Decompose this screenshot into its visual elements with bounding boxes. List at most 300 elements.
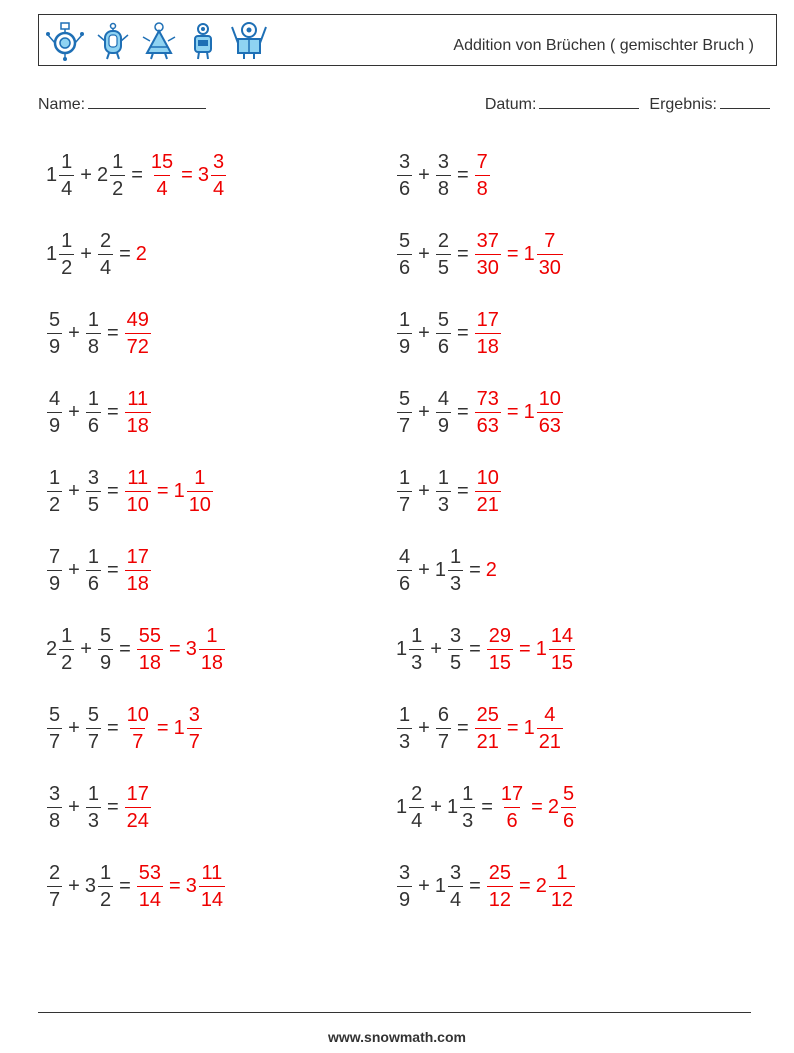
numerator: 1	[87, 782, 99, 805]
plus-sign: +	[68, 716, 80, 739]
denominator: 7	[86, 728, 101, 752]
answer	[136, 243, 148, 266]
plus-sign: +	[418, 558, 430, 581]
equals-sign: =	[456, 716, 469, 739]
denominator: 8	[475, 175, 490, 199]
numerator: 7	[476, 150, 488, 173]
numerator: 1	[61, 624, 73, 647]
fraction	[436, 389, 451, 436]
fraction	[86, 547, 101, 594]
fraction	[409, 784, 424, 831]
denominator: 18	[199, 649, 225, 673]
denominator: 6	[86, 570, 101, 594]
fraction	[549, 863, 575, 910]
numerator: 3	[449, 861, 462, 884]
numerator: 4	[437, 387, 449, 410]
denominator: 9	[47, 333, 62, 357]
numerator: 1	[87, 387, 99, 410]
fraction	[137, 626, 163, 673]
denominator: 7	[397, 491, 412, 515]
denominator: 4	[211, 175, 226, 199]
plus-sign: +	[80, 242, 92, 265]
plus-sign: +	[68, 479, 80, 502]
whole-number: 1	[396, 795, 408, 818]
problem-item	[396, 856, 576, 916]
whole-number: 1	[523, 242, 535, 265]
fraction	[47, 310, 62, 357]
fraction	[436, 705, 451, 752]
numerator: 4	[544, 703, 556, 726]
answer	[124, 705, 203, 752]
plus-sign: +	[68, 874, 80, 897]
denominator: 18	[125, 570, 151, 594]
numerator: 17	[126, 545, 149, 568]
numerator: 1	[99, 861, 112, 884]
fraction	[475, 705, 501, 752]
denominator: 7	[47, 886, 62, 910]
equals-sign: =	[506, 400, 519, 423]
whole-number: 1	[523, 716, 535, 739]
problem-item	[396, 224, 564, 284]
numerator: 11	[127, 387, 149, 410]
equals-sign: =	[469, 874, 481, 897]
fraction	[475, 310, 501, 357]
numerator: 2	[437, 229, 449, 252]
problem-item	[46, 856, 226, 916]
denominator: 9	[47, 412, 62, 436]
denominator: 6	[397, 570, 412, 594]
plus-sign: +	[418, 874, 430, 897]
numerator: 4	[399, 545, 411, 568]
numerator: 10	[476, 466, 499, 489]
fraction	[397, 389, 412, 436]
numerator: 73	[476, 387, 499, 410]
fraction	[475, 152, 490, 199]
problem-item	[46, 777, 152, 837]
numerator: 53	[138, 861, 161, 884]
fraction	[98, 231, 113, 278]
denominator: 6	[504, 807, 519, 831]
equals-sign: =	[506, 716, 519, 739]
denominator: 4	[59, 175, 74, 199]
numerator: 3	[188, 703, 200, 726]
plus-sign: +	[80, 637, 92, 660]
denominator: 7	[187, 728, 202, 752]
fraction	[397, 863, 412, 910]
equals-sign: =	[106, 400, 119, 423]
denominator: 21	[475, 491, 501, 515]
numerator: 2	[411, 782, 423, 805]
answer	[124, 310, 152, 357]
denominator: 21	[475, 728, 501, 752]
fraction	[86, 468, 101, 515]
fraction	[47, 468, 62, 515]
denominator: 21	[537, 728, 563, 752]
fraction	[397, 547, 412, 594]
whole-number: 1	[46, 242, 58, 265]
numerator: 17	[126, 782, 149, 805]
plus-sign: +	[430, 637, 442, 660]
fraction	[460, 784, 475, 831]
fraction	[199, 626, 225, 673]
numerator: 17	[500, 782, 524, 805]
denominator: 5	[436, 254, 451, 278]
denominator: 14	[137, 886, 163, 910]
answer	[486, 863, 576, 910]
fraction	[397, 152, 412, 199]
fraction	[110, 152, 125, 199]
denominator: 4	[448, 886, 463, 910]
numerator: 1	[462, 782, 474, 805]
equals-sign: =	[469, 637, 481, 660]
plus-sign: +	[418, 163, 430, 186]
numerator: 1	[437, 466, 449, 489]
numerator: 10	[126, 703, 149, 726]
fraction	[436, 152, 451, 199]
footer-url: www.snowmath.com	[328, 1029, 466, 1045]
equals-sign: =	[519, 874, 531, 897]
problem-item	[46, 303, 152, 363]
denominator: 5	[448, 649, 463, 673]
answer	[486, 626, 576, 673]
plus-sign: +	[418, 242, 430, 265]
whole-number: 3	[84, 874, 96, 897]
equals-sign: =	[169, 637, 181, 660]
numerator: 1	[399, 308, 411, 331]
numerator: 25	[488, 861, 511, 884]
whole-number: 2	[485, 558, 497, 581]
denominator: 6	[436, 333, 451, 357]
denominator: 9	[436, 412, 451, 436]
equals-sign: =	[456, 479, 469, 502]
numerator: 55	[138, 624, 161, 647]
whole-number: 2	[46, 637, 58, 660]
denominator: 9	[47, 570, 62, 594]
denominator: 2	[59, 649, 74, 673]
name-label: Name:	[38, 96, 86, 113]
numerator: 49	[126, 308, 149, 331]
fraction	[137, 863, 163, 910]
answer	[474, 152, 491, 199]
denominator: 9	[397, 886, 412, 910]
answer	[136, 863, 226, 910]
numerator: 3	[49, 782, 61, 805]
equals-sign: =	[481, 795, 493, 818]
denominator: 10	[187, 491, 213, 515]
problem-item	[396, 619, 576, 679]
numerator: 29	[488, 624, 511, 647]
equals-sign: =	[506, 242, 519, 265]
equals-sign: =	[106, 479, 119, 502]
problem-item	[396, 382, 564, 442]
numerator: 5	[437, 308, 449, 331]
fraction	[537, 705, 563, 752]
whole-number: 1	[46, 163, 58, 186]
numerator: 7	[49, 545, 61, 568]
denominator: 10	[125, 491, 151, 515]
denominator: 18	[125, 412, 151, 436]
denominator: 12	[549, 886, 575, 910]
equals-sign: =	[169, 874, 181, 897]
denominator: 6	[397, 254, 412, 278]
date-label: Datum:	[484, 96, 537, 113]
denominator: 5	[86, 491, 101, 515]
denominator: 6	[397, 175, 412, 199]
fraction	[436, 468, 451, 515]
numerator: 5	[49, 308, 61, 331]
fraction	[187, 468, 213, 515]
denominator: 9	[98, 649, 113, 673]
equals-sign: =	[106, 558, 119, 581]
answer	[148, 152, 227, 199]
fraction	[487, 863, 513, 910]
denominator: 4	[409, 807, 424, 831]
fraction	[47, 705, 62, 752]
equals-sign: =	[456, 163, 469, 186]
numerator: 17	[476, 308, 499, 331]
fraction	[409, 626, 424, 673]
whole-number: 1	[396, 637, 408, 660]
numerator: 5	[99, 624, 112, 647]
footer-divider	[38, 1012, 751, 1013]
problem-item	[396, 777, 577, 837]
fraction	[448, 863, 463, 910]
fraction	[487, 626, 513, 673]
problem-item	[46, 698, 203, 758]
fraction	[187, 705, 202, 752]
denominator: 63	[537, 412, 563, 436]
equals-sign: =	[156, 716, 169, 739]
denominator: 24	[125, 807, 151, 831]
denominator: 6	[86, 412, 101, 436]
numerator: 5	[87, 703, 99, 726]
numerator: 3	[399, 150, 411, 173]
equals-sign: =	[456, 242, 469, 265]
denominator: 30	[475, 254, 501, 278]
problem-item	[46, 461, 214, 521]
fraction	[436, 310, 451, 357]
equals-sign: =	[456, 400, 469, 423]
whole-number: 1	[173, 479, 185, 502]
fraction	[59, 626, 74, 673]
equals-sign: =	[181, 163, 193, 186]
numerator: 1	[399, 703, 411, 726]
whole-number: 3	[185, 637, 197, 660]
plus-sign: +	[68, 795, 80, 818]
whole-number: 3	[197, 163, 209, 186]
denominator: 7	[47, 728, 62, 752]
fraction	[47, 784, 62, 831]
fraction	[211, 152, 226, 199]
equals-sign: =	[119, 242, 131, 265]
plus-sign: +	[430, 795, 442, 818]
denominator: 2	[59, 254, 74, 278]
denominator: 8	[86, 333, 101, 357]
denominator: 12	[487, 886, 513, 910]
fraction	[125, 310, 151, 357]
fraction	[98, 626, 113, 673]
numerator: 1	[206, 624, 218, 647]
fraction	[125, 784, 151, 831]
plus-sign: +	[418, 479, 430, 502]
numerator: 1	[61, 150, 73, 173]
equals-sign: =	[131, 163, 143, 186]
denominator: 3	[448, 570, 463, 594]
denominator: 7	[130, 728, 145, 752]
numerator: 11	[127, 466, 149, 489]
numerator: 5	[49, 703, 61, 726]
equals-sign: =	[106, 795, 119, 818]
fraction	[125, 389, 151, 436]
numerator: 3	[87, 466, 99, 489]
whole-number: 1	[446, 795, 459, 818]
numerator: 1	[411, 624, 423, 647]
numerator: 37	[476, 229, 499, 252]
fraction	[86, 310, 101, 357]
whole-number: 1	[173, 716, 185, 739]
numerator: 3	[449, 624, 462, 647]
fraction	[98, 863, 113, 910]
numerator: 1	[49, 466, 61, 489]
problem-item	[46, 619, 226, 679]
answer	[474, 310, 502, 357]
fraction	[59, 152, 74, 199]
denominator: 7	[436, 728, 451, 752]
fraction	[47, 547, 62, 594]
plus-sign: +	[418, 716, 430, 739]
numerator: 5	[399, 387, 411, 410]
numerator: 3	[212, 150, 225, 173]
numerator: 25	[476, 703, 499, 726]
answer	[124, 547, 152, 594]
denominator: 15	[487, 649, 513, 673]
denominator: 72	[125, 333, 151, 357]
equals-sign: =	[531, 795, 543, 818]
answer	[474, 231, 564, 278]
denominator: 3	[409, 649, 424, 673]
fraction	[125, 547, 151, 594]
equals-sign: =	[119, 637, 131, 660]
equals-sign: =	[106, 321, 119, 344]
fraction	[561, 784, 576, 831]
plus-sign: +	[68, 321, 80, 344]
fraction	[125, 705, 151, 752]
denominator: 8	[436, 175, 451, 199]
denominator: 8	[47, 807, 62, 831]
problem-item	[46, 224, 148, 284]
whole-number: 2	[135, 242, 147, 265]
answer	[124, 784, 152, 831]
whole-number: 2	[547, 795, 559, 818]
plus-sign: +	[418, 321, 430, 344]
answer	[474, 705, 564, 752]
whole-number: 1	[523, 400, 535, 423]
denominator: 4	[98, 254, 113, 278]
numerator: 1	[449, 545, 462, 568]
denominator: 3	[397, 728, 412, 752]
fraction	[86, 784, 101, 831]
denominator: 7	[397, 412, 412, 436]
answer	[474, 468, 502, 515]
denominator: 2	[98, 886, 113, 910]
denominator: 15	[549, 649, 575, 673]
fraction	[59, 231, 74, 278]
denominator: 2	[47, 491, 62, 515]
denominator: 6	[561, 807, 576, 831]
answer	[124, 389, 152, 436]
denominator: 18	[475, 333, 501, 357]
denominator: 3	[460, 807, 475, 831]
fraction	[448, 626, 463, 673]
numerator: 1	[194, 466, 206, 489]
problem-item	[396, 145, 491, 205]
plus-sign: +	[80, 163, 92, 186]
problem-item	[46, 382, 152, 442]
problem-item	[396, 540, 498, 600]
fraction	[199, 863, 225, 910]
denominator: 3	[86, 807, 101, 831]
fraction	[397, 310, 412, 357]
whole-number: 3	[185, 874, 197, 897]
answer	[124, 468, 214, 515]
numerator: 11	[201, 861, 223, 884]
equals-sign: =	[519, 637, 531, 660]
numerator: 7	[544, 229, 556, 252]
numerator: 1	[87, 545, 99, 568]
equals-sign: =	[156, 479, 169, 502]
numerator: 3	[399, 861, 411, 884]
whole-number: 1	[535, 637, 547, 660]
numerator: 4	[49, 387, 61, 410]
numerator: 1	[61, 229, 73, 252]
problem-item	[46, 145, 227, 205]
fraction	[47, 863, 62, 910]
numerator: 14	[550, 624, 574, 647]
numerator: 5	[562, 782, 575, 805]
fraction	[499, 784, 525, 831]
denominator: 4	[154, 175, 169, 199]
problem-item	[46, 540, 152, 600]
problem-item	[396, 461, 502, 521]
numerator: 15	[150, 150, 174, 173]
whole-number: 1	[434, 874, 446, 897]
fraction	[436, 231, 451, 278]
denominator: 14	[199, 886, 225, 910]
whole-number: 2	[535, 874, 547, 897]
equals-sign: =	[106, 716, 119, 739]
fraction	[475, 468, 501, 515]
fraction	[86, 389, 101, 436]
denominator: 30	[537, 254, 563, 278]
denominator: 3	[436, 491, 451, 515]
plus-sign: +	[418, 400, 430, 423]
numerator: 2	[99, 229, 112, 252]
numerator: 1	[556, 861, 568, 884]
fraction	[149, 152, 175, 199]
denominator: 18	[137, 649, 163, 673]
fraction	[397, 705, 412, 752]
answer	[136, 626, 226, 673]
plus-sign: +	[68, 558, 80, 581]
fraction	[475, 389, 501, 436]
denominator: 9	[397, 333, 412, 357]
fraction	[47, 389, 62, 436]
numerator: 1	[399, 466, 411, 489]
answer	[474, 389, 564, 436]
numerator: 6	[437, 703, 449, 726]
numerator: 10	[538, 387, 561, 410]
equals-sign: =	[119, 874, 131, 897]
